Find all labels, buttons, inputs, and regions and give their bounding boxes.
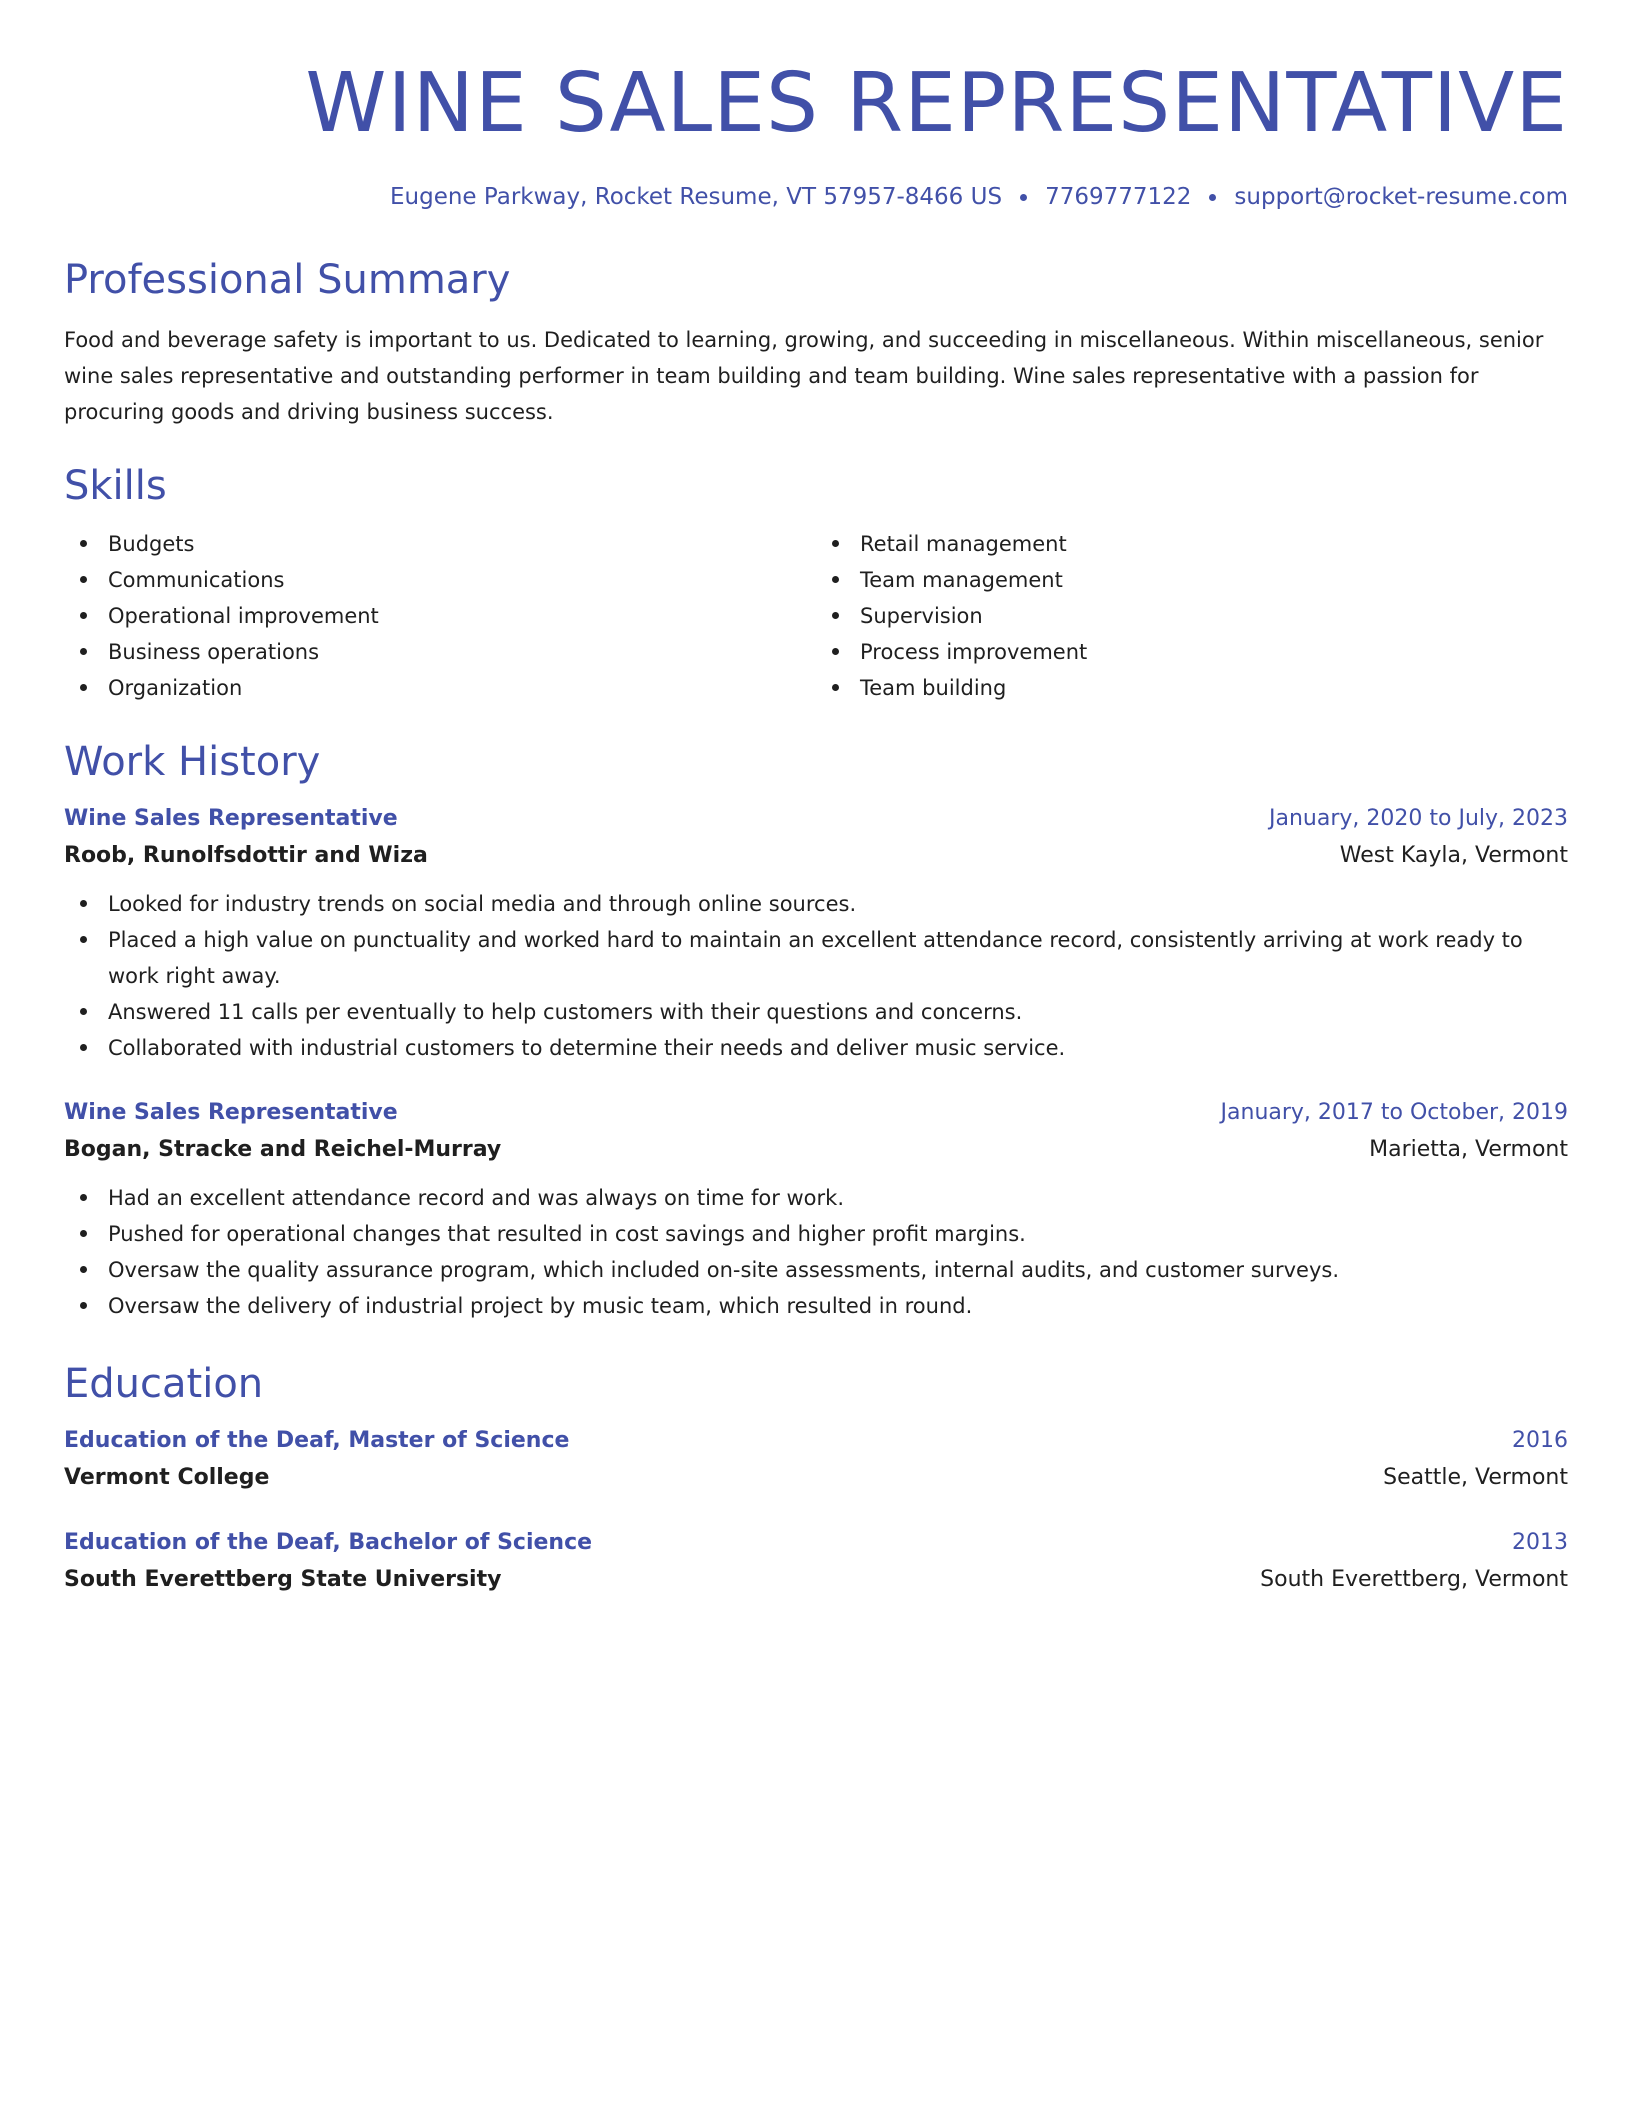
skill-item: Communications: [64, 562, 816, 598]
job-role: Wine Sales Representative: [64, 806, 398, 831]
job-company: Bogan, Stracke and Reichel-Murray: [64, 1137, 502, 1162]
resume-header: [64, 56, 1568, 212]
job-bullets: [64, 886, 1568, 1066]
education-location: South Everettberg, Vermont: [1260, 1567, 1568, 1592]
job-entry: [64, 1096, 1568, 1324]
job-bullet: Oversaw the quality assurance program, which included on-site assessments, internal audits, and customer surveys.: [64, 1252, 1568, 1288]
education-heading: Education: [64, 1361, 264, 1407]
job-header-row: [64, 802, 1568, 836]
skill-item: Retail management: [816, 526, 1568, 562]
skill-item: Team building: [816, 670, 1568, 706]
education-school: South Everettberg State University: [64, 1567, 502, 1592]
education-degree: Education of the Deaf, Master of Science: [64, 1428, 570, 1453]
skills-list-right: [816, 526, 1568, 706]
contact-email: support@rocket-resume.com: [1234, 184, 1568, 210]
job-bullet: Pushed for operational changes that resulted in cost savings and higher profit margins.: [64, 1216, 1568, 1252]
education-school-row: [64, 1560, 1568, 1600]
skills-heading: Skills: [64, 463, 167, 509]
education-school: Vermont College: [64, 1465, 270, 1490]
education-year: 2016: [1512, 1428, 1568, 1453]
summary-heading: Professional Summary: [64, 257, 511, 303]
education-header-row: [64, 1526, 1568, 1560]
skill-item: Supervision: [816, 598, 1568, 634]
candidate-title: WINE SALES REPRESENTATIVE: [305, 56, 1568, 151]
skill-item: Business operations: [64, 634, 816, 670]
job-entry: [64, 802, 1568, 1066]
job-bullet: Had an excellent attendance record and was always on time for work.: [64, 1180, 1568, 1216]
job-role: Wine Sales Representative: [64, 1100, 398, 1125]
job-dates: January, 2020 to July, 2023: [1269, 806, 1568, 831]
skill-item: Budgets: [64, 526, 816, 562]
job-company-row: [64, 1130, 1568, 1170]
summary-section: [64, 254, 1568, 430]
skills-section: [64, 460, 1568, 706]
education-header-row: [64, 1424, 1568, 1458]
work-history-section: [64, 736, 1568, 1324]
skill-item: Team management: [816, 562, 1568, 598]
bullet-separator-icon: [1020, 194, 1027, 201]
work-history-heading: Work History: [64, 739, 321, 785]
job-location: West Kayla, Vermont: [1339, 843, 1568, 868]
bullet-separator-icon: [1209, 194, 1216, 201]
job-bullet: Looked for industry trends on social media and through online sources.: [64, 886, 1568, 922]
education-entry: [64, 1424, 1568, 1498]
education-entry: [64, 1526, 1568, 1600]
job-location: Marietta, Vermont: [1369, 1137, 1568, 1162]
job-bullet: Oversaw the delivery of industrial project by music team, which resulted in round.: [64, 1288, 1568, 1324]
education-school-row: [64, 1458, 1568, 1498]
job-dates: January, 2017 to October, 2019: [1220, 1100, 1568, 1125]
contact-line: [64, 182, 1568, 212]
job-header-row: [64, 1096, 1568, 1130]
skill-item: Organization: [64, 670, 816, 706]
education-degree: Education of the Deaf, Bachelor of Science: [64, 1530, 593, 1555]
skill-item: Operational improvement: [64, 598, 816, 634]
education-section: [64, 1358, 1568, 1600]
contact-address: Eugene Parkway, Rocket Resume, VT 57957-8466 US: [390, 184, 1003, 210]
contact-phone: 7769777122: [1045, 184, 1192, 210]
summary-text: Food and beverage safety is important to us. Dedicated to learning, growing, and succeeding in miscellaneous. Within miscellaneous, senior wine sales representative and outstanding performer in team building and team building. Wine sales representative with a passion for procuring goods and driving business success.: [64, 328, 1544, 424]
skill-item: Process improvement: [816, 634, 1568, 670]
education-year: 2013: [1512, 1530, 1568, 1555]
education-location: Seattle, Vermont: [1383, 1465, 1568, 1490]
job-company-row: [64, 836, 1568, 876]
job-bullet: Collaborated with industrial customers to determine their needs and deliver music service.: [64, 1030, 1568, 1066]
job-bullet: Placed a high value on punctuality and worked hard to maintain an excellent attendance record, consistently arriving at work ready to work right away.: [64, 922, 1568, 994]
job-bullets: [64, 1180, 1568, 1324]
job-company: Roob, Runolfsdottir and Wiza: [64, 843, 428, 868]
skills-grid: [64, 526, 1568, 706]
skills-list-left: [64, 526, 816, 706]
job-bullet: Answered 11 calls per eventually to help customers with their questions and concerns.: [64, 994, 1568, 1030]
